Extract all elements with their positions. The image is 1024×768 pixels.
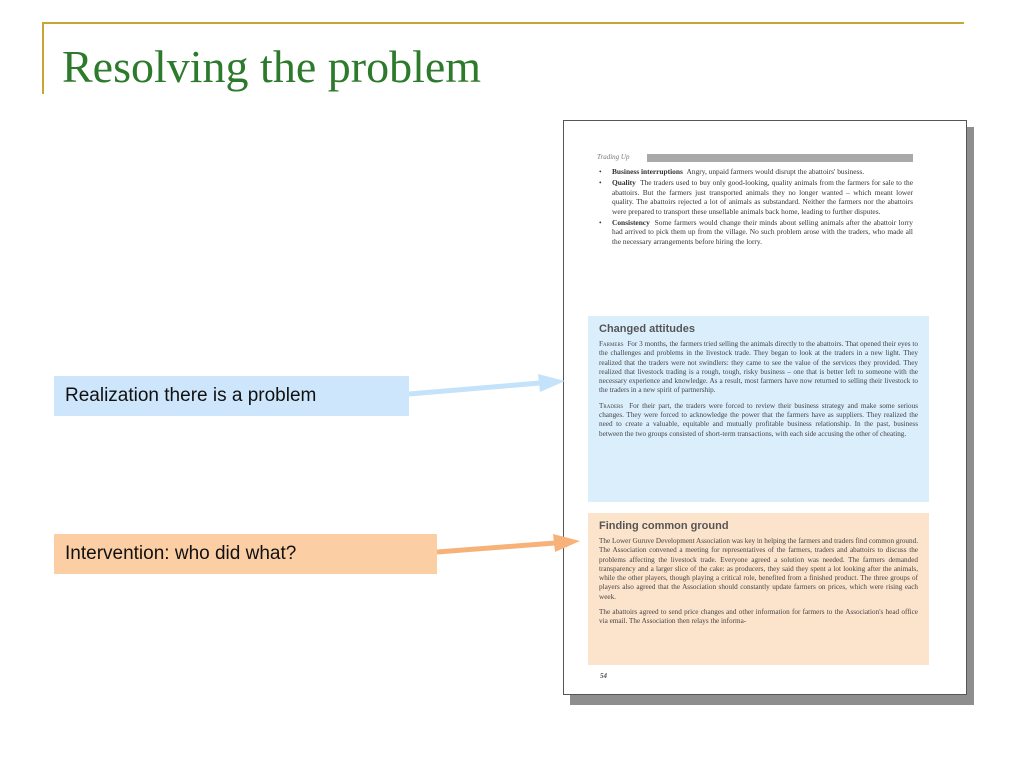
paragraph-term: Farmers	[599, 340, 624, 348]
blue-arrow-shaft	[409, 383, 540, 394]
slide-title: Resolving the problem	[62, 41, 482, 92]
realization-label: Realization there is a problem	[54, 376, 409, 416]
bullet-text: Some farmers would change their minds about selling animals after the abattoir lorry had arrived to pick them up from the village. No such problem arose with the traders, who made all the necessary arrangements before hiring the lorry.	[612, 218, 913, 246]
bullet-term: Consistency	[612, 218, 650, 228]
orange-arrow-shaft	[437, 543, 555, 552]
orange-arrow-head	[553, 534, 580, 552]
intervention-label: Intervention: who did what?	[54, 534, 437, 574]
bullet-term: Quality	[612, 178, 636, 188]
paragraph-term: Traders	[599, 401, 624, 410]
changed-attitudes-heading: Changed attitudes	[599, 323, 695, 335]
bullet-text: The traders used to buy only good-looking, quality animals from the farmers for sale to the abattoirs. But the farmers just transported animals they no longer wanted – which meant lower quality. The abattoirs rejected a lot of animals as substandard. Neither the farmers nor the abattoirs were prepared to transport these unsellable animals back home, leading to further disputes.	[612, 178, 914, 216]
common-ground-paragraph: The abattoirs agreed to send price changes and other information for farmers to the Association's head office via email. The Association then relays the informa-	[599, 608, 918, 626]
running-head: Trading Up	[597, 153, 630, 161]
paragraph-text: For their part, the traders were forced to review their business strategy and make some serious changes. They were forced to acknowledge the power that the farmers have as suppliers. They realized the need to create a valuable, equitable and mutually profitable business relationship. In the past, business between the two groups consisted of short-term transactions, with each side accusing the other of cheating.	[599, 401, 919, 438]
common-ground-paragraph: The Lower Guruve Development Association was key in helping the farmers and traders find common ground. The Association convened a meeting for representatives of the farmers, traders and abattoirs to discuss the problems affecting the livestock trade. Everyone agreed a solution was needed. The farmers demanded transparency and a larger slice of the cake: as producers, they said they spent a lot looking after the animals, while the other players, though playing a critical role, benefited from a finished product. The three groups of players also agreed that the Association should constantly update farmers on prices, which were rising each week.	[599, 537, 918, 601]
page-number: 54	[600, 672, 607, 680]
paragraph-text: For 3 months, the farmers tried selling the animals directly to the abattoirs. That opened their eyes to the challenges and problems in the livestock trade. They began to look at the traders in a new light. They realized that the traders were not swindlers: they came to see the value of the services they provided. They realized that livestock trading is a rough, tough, risky business – one that is better left to someone with the necessary experience and knowledge. As a result, most farmers have now returned to selling their livestock to the traders in a new spirit of partnership.	[599, 340, 919, 395]
common-ground-heading: Finding common ground	[599, 520, 729, 532]
blue-arrow-head	[538, 374, 565, 392]
bullet-term: Business interruptions	[612, 167, 683, 176]
bullet-text: Angry, unpaid farmers would disrupt the abattoirs' business.	[686, 167, 865, 176]
